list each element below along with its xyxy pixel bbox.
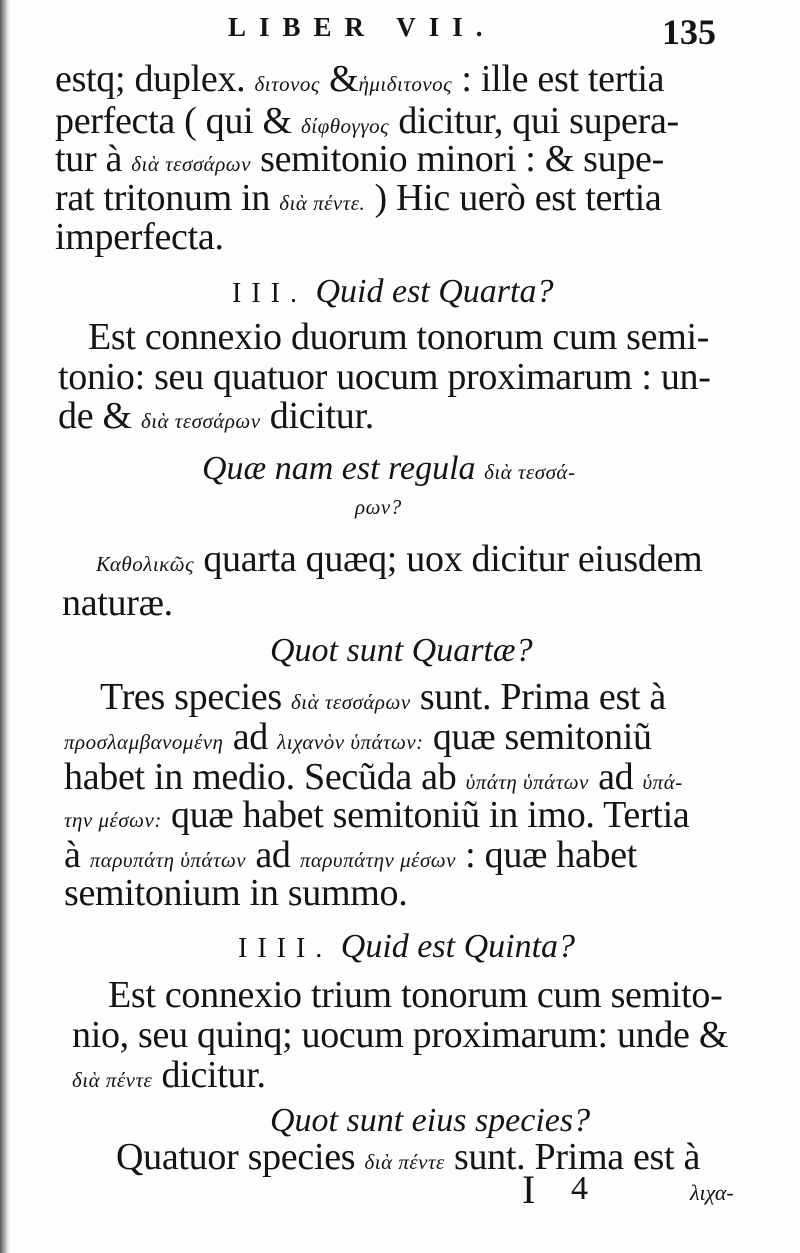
question-heading-species bbox=[270, 634, 533, 668]
greek-term: παρυπάτην μέσων bbox=[299, 848, 456, 872]
latin-text: ad bbox=[232, 716, 268, 758]
text-line bbox=[96, 540, 702, 578]
signature-mark: I bbox=[522, 1167, 536, 1212]
latin-text: estq; duplex. bbox=[55, 58, 246, 100]
greek-term: διὰ πέντε bbox=[72, 1068, 153, 1092]
latin-text: sunt. Prima est à bbox=[453, 1136, 701, 1178]
text-line bbox=[72, 1016, 728, 1054]
latin-text: nio, seu quinq; uocum proximarum: unde & bbox=[72, 1014, 729, 1056]
running-head-title: LIBER VII. bbox=[228, 12, 496, 42]
page-number: 135 bbox=[662, 12, 716, 52]
latin-text: ad bbox=[255, 834, 291, 876]
latin-text: à bbox=[64, 834, 81, 876]
latin-text: dicitur. bbox=[269, 395, 374, 437]
question-heading-quinta-species bbox=[270, 1104, 590, 1138]
latin-text: : ille est tertia bbox=[461, 58, 665, 100]
section-heading-quinta bbox=[238, 930, 575, 964]
greek-term: διὰ τεσσάρων bbox=[140, 409, 261, 433]
latin-text: Est connexio trium tonorum cum semito- bbox=[108, 974, 723, 1016]
latin-text: semitonio minori : & supe- bbox=[260, 138, 664, 180]
greek-term: λιχανὸν ὑπάτων: bbox=[277, 730, 424, 754]
text-line bbox=[58, 358, 711, 396]
page-gutter-shadow bbox=[0, 0, 10, 1253]
latin-text: naturæ. bbox=[62, 582, 173, 624]
question-text: Quot sunt eius species? bbox=[270, 1102, 591, 1139]
question-heading-regula bbox=[202, 452, 575, 486]
greek-term: διὰ τεσσάρων bbox=[291, 690, 411, 714]
text-line bbox=[64, 874, 407, 912]
latin-text: imperfecta. bbox=[55, 216, 224, 258]
latin-text: tonio: seu quatuor uocum proximarum : un- bbox=[58, 356, 711, 398]
text-line bbox=[55, 60, 664, 98]
latin-text: : quæ habet bbox=[465, 834, 638, 876]
question-text: Quot sunt Quartæ? bbox=[270, 632, 533, 669]
latin-text: habet in medio. Secũda ab bbox=[64, 756, 457, 798]
latin-text: dicitur. bbox=[161, 1054, 266, 1096]
latin-text: tur à bbox=[55, 138, 123, 180]
latin-text: de & bbox=[58, 395, 132, 437]
catchword: λιχα- bbox=[690, 1180, 734, 1205]
text-line bbox=[116, 1138, 700, 1176]
greek-term: ὑπά- bbox=[642, 770, 683, 794]
greek-term: προσλαμβανομένη bbox=[64, 730, 224, 754]
question-text: Quæ nam est regula bbox=[202, 450, 476, 487]
text-line bbox=[88, 318, 709, 356]
latin-text: quarta quæq; uox dicitur eiusdem bbox=[203, 538, 703, 580]
greek-term: διὰ πέντε. bbox=[279, 191, 366, 215]
greek-term: Καθολικῶς bbox=[96, 552, 195, 576]
latin-text: Est connexio duorum tonorum cum semi- bbox=[88, 316, 710, 358]
text-line bbox=[64, 758, 683, 796]
greek-term: ὑπάτη ὑπάτων bbox=[465, 770, 589, 794]
greek-term: διτονος bbox=[254, 72, 320, 96]
greek-term: ἡμιδιτονος bbox=[358, 72, 453, 96]
text-line bbox=[64, 718, 652, 756]
section-number: IIII. bbox=[238, 933, 333, 964]
latin-text: rat tritonum in bbox=[55, 177, 271, 219]
greek-term: διὰ τεσσάρων bbox=[131, 152, 251, 176]
latin-text: Quatuor species bbox=[116, 1136, 356, 1178]
text-line bbox=[64, 796, 689, 834]
signature-number: 4 bbox=[571, 1170, 588, 1207]
latin-text: Tres species bbox=[100, 676, 282, 718]
section-number: III. bbox=[232, 278, 307, 309]
latin-text: ad bbox=[598, 756, 634, 798]
latin-text: dicitur, qui supera- bbox=[398, 100, 679, 142]
greek-term: την μέσων: bbox=[64, 808, 162, 832]
latin-text: quæ semitoniũ bbox=[432, 716, 652, 758]
latin-text: & bbox=[329, 58, 359, 100]
section-heading-quarta bbox=[232, 275, 553, 309]
text-line bbox=[55, 140, 664, 178]
latin-text: perfecta ( qui & bbox=[55, 100, 292, 142]
latin-text: ) Hic uerò est tertia bbox=[374, 177, 662, 219]
text-line bbox=[55, 179, 661, 217]
greek-term: διὰ πέντε bbox=[364, 1150, 445, 1174]
latin-text: quæ habet semitoniũ in imo. Tertia bbox=[171, 794, 690, 836]
greek-term: ρων? bbox=[355, 495, 402, 519]
greek-term: διὰ τεσσά- bbox=[484, 460, 576, 484]
text-line bbox=[62, 584, 173, 622]
text-line bbox=[72, 1056, 266, 1094]
greek-term: δίφθογγος bbox=[301, 114, 390, 138]
text-line bbox=[58, 397, 374, 435]
greek-term: παρυπάτη ὑπάτων bbox=[89, 848, 247, 872]
latin-text: sunt. Prima est à bbox=[419, 676, 666, 718]
text-line bbox=[100, 678, 666, 716]
text-line bbox=[64, 836, 637, 874]
text-line bbox=[108, 976, 722, 1014]
question-text: Quid est Quarta? bbox=[315, 273, 554, 310]
text-line bbox=[55, 218, 224, 256]
text-line bbox=[55, 102, 679, 140]
question-text: Quid est Quinta? bbox=[340, 928, 576, 965]
question-heading-regula-cont bbox=[355, 497, 402, 518]
latin-text: semitonium in summo. bbox=[64, 872, 408, 914]
